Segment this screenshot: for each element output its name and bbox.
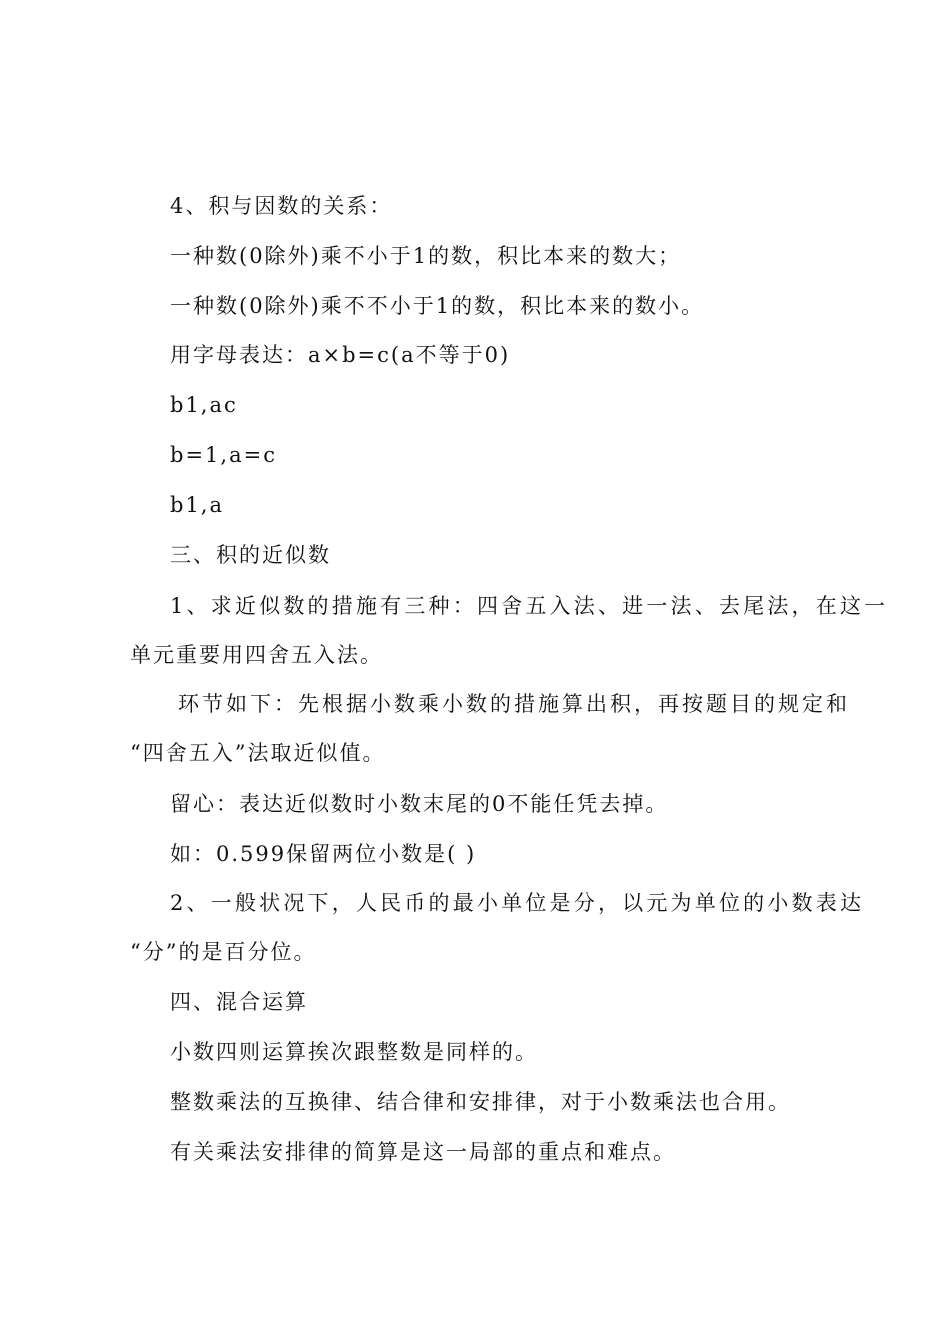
text-line: 整数乘法的互换律、结合律和安排律，对于小数乘法也合用。 xyxy=(170,1090,791,1114)
text-line: 留心：表达近似数时小数末尾的0不能任凭去掉。 xyxy=(170,792,669,816)
text-line: 一种数(0除外)乘不小于1的数，积比本来的数大； xyxy=(170,244,682,268)
text-line: 1、求近似数的措施有三种：四舍五入法、进一法、去尾法，在这一 xyxy=(170,594,889,618)
text-line: 小数四则运算挨次跟整数是同样的。 xyxy=(170,1040,538,1064)
text-line: b1,ac xyxy=(170,393,238,417)
text-line: 2、一般状况下，人民币的最小单位是分，以元为单位的小数表达 xyxy=(170,891,865,915)
text-line: b1,a xyxy=(170,493,224,517)
text-line: 如：0.599保留两位小数是( ) xyxy=(170,842,477,866)
section-heading: 四、混合运算 xyxy=(170,990,308,1014)
text-line: 4、积与因数的关系： xyxy=(170,194,393,218)
text-line: b=1,a=c xyxy=(170,443,277,467)
text-line: “四舍五入”法取近似值。 xyxy=(130,741,386,765)
text-line: 一种数(0除外)乘不不小于1的数，积比本来的数小。 xyxy=(170,294,705,318)
text-line: 有关乘法安排律的简算是这一局部的重点和难点。 xyxy=(170,1140,676,1164)
text-line: “分”的是百分位。 xyxy=(130,940,317,964)
text-line: 环节如下：先根据小数乘小数的措施算出积，再按题目的规定和 xyxy=(178,692,850,716)
section-heading: 三、积的近似数 xyxy=(170,543,331,567)
text-line: 单元重要用四舍五入法。 xyxy=(130,643,383,667)
text-line: 用字母表达：a×b=c(a不等于0) xyxy=(170,343,511,367)
